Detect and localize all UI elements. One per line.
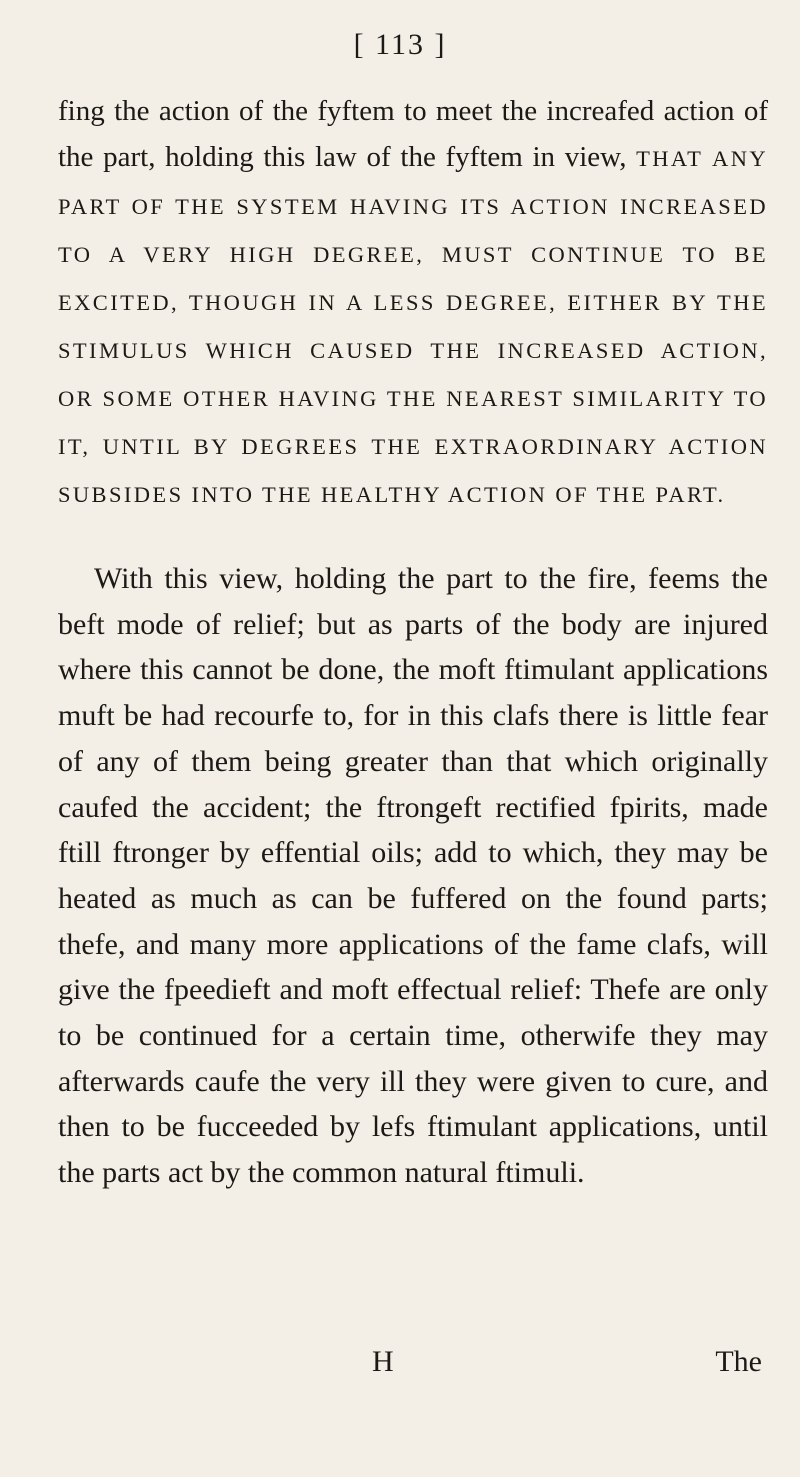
page-footer — [0, 1345, 800, 1395]
signature-mark: H — [372, 1345, 394, 1378]
body-paragraph: With this view, holding the part to the fire, feems the beft mode of relief; but as parts of the body are injured where this cannot be done, the moft ftimulant applications muft be had recourfe to, for in this clafs there is little fear of any of them being greater than that which originally caufed the accident; the ftrongeft rectified fpirits, made ftill ftronger by effential oils; add to which, they may be heated as much as can be fuffered on the found parts; thefe, and many more applications of the fame clafs, will give the fpeedieft and moft effectual relief: Thefe are only to be continued for a certain time, otherwife they may afterwards caufe the very ill they were given to cure, and then to be fucceeded by lefs ftimulant applications, until the parts act by the common natural ftimuli. — [58, 562, 768, 1190]
page-number: [ 113 ] — [353, 28, 447, 61]
catchword: The — [715, 1345, 762, 1378]
law-statement: THAT ANY PART OF THE SYSTEM HAVING ITS ACTION INCREASED TO A VERY HIGH DEGREE, MUST CONTINUE TO BE EXCITED, THOUGH IN A LESS DEGREE, EITHER BY THE STIMULUS WHICH CAUSED THE INCREASED ACTION, OR SOME OTHER HAVING THE NEAREST SIMILARITY TO IT, UNTIL BY DEGREES THE EXTRAORDINARY ACTION SUBSIDES INTO THE HEALTHY ACTION OF THE PART. — [58, 146, 768, 507]
opening-text: fing the action of the fyftem to meet the increafed action of the part, holding this law of the fyftem in view, — [58, 95, 768, 173]
opening-paragraph — [58, 88, 768, 518]
